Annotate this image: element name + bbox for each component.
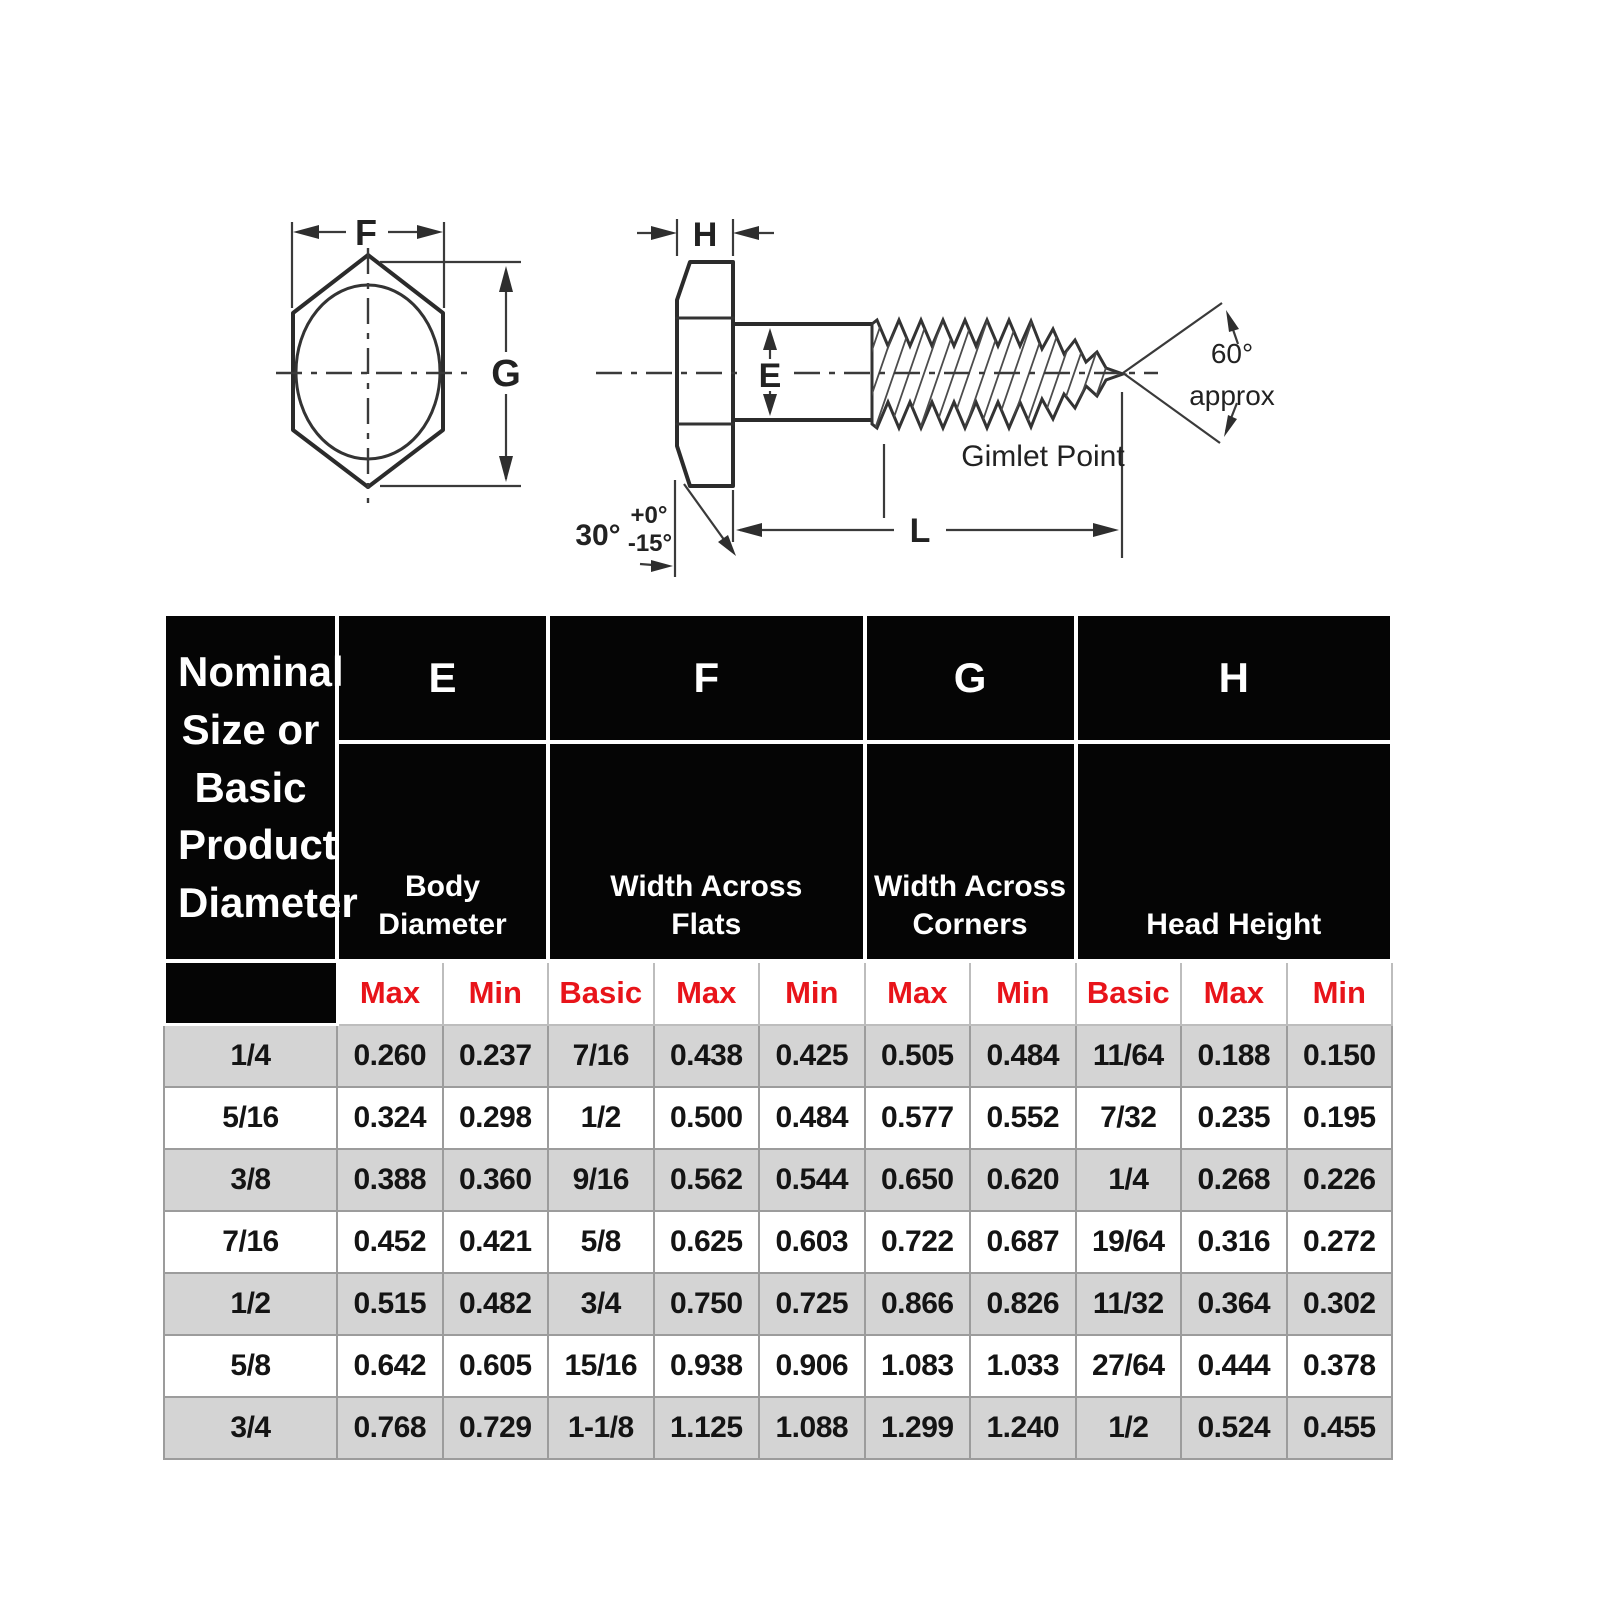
sub-header: Min [759, 961, 865, 1025]
value-cell: 0.500 [654, 1087, 760, 1149]
value-cell: 0.425 [759, 1025, 865, 1088]
value-cell: 0.421 [443, 1211, 549, 1273]
label-30deg-minus: -15° [627, 530, 673, 557]
value-cell: 1.125 [654, 1397, 760, 1459]
dimension-table [162, 612, 1394, 1460]
value-cell: 0.524 [1181, 1397, 1287, 1459]
sub-header: Basic [1076, 961, 1182, 1025]
value-cell: 0.768 [337, 1397, 443, 1459]
sub-header: Min [443, 961, 549, 1025]
value-cell: 0.577 [865, 1087, 971, 1149]
value-cell: 27/64 [1076, 1335, 1182, 1397]
sub-header: Max [1181, 961, 1287, 1025]
value-cell: 3/4 [548, 1273, 654, 1335]
value-cell: 0.298 [443, 1087, 549, 1149]
sub-header: Max [337, 961, 443, 1025]
group-name-label: Head Height [1146, 907, 1322, 941]
label-f: F [355, 212, 377, 253]
value-cell: 0.482 [443, 1273, 549, 1335]
value-cell: 0.725 [759, 1273, 865, 1335]
value-cell: 0.826 [970, 1273, 1076, 1335]
value-cell: 0.378 [1287, 1335, 1393, 1397]
dim-h [637, 216, 774, 256]
value-cell: 15/16 [548, 1335, 654, 1397]
value-cell: 0.866 [865, 1273, 971, 1335]
corner-spacer [164, 961, 337, 1025]
label-30deg-plus: +0° [630, 502, 668, 529]
value-cell: 0.505 [865, 1025, 971, 1088]
bolt-side-view [575, 216, 1275, 577]
value-cell: 0.316 [1181, 1211, 1287, 1273]
value-cell: 0.272 [1287, 1211, 1393, 1273]
value-cell: 0.484 [759, 1087, 865, 1149]
table-row [164, 1087, 1392, 1149]
dimension-table-wrap [162, 612, 1394, 1460]
row-size-cell: 3/4 [164, 1397, 337, 1459]
value-cell: 1.240 [970, 1397, 1076, 1459]
value-cell: 0.324 [337, 1087, 443, 1149]
value-cell: 0.455 [1287, 1397, 1393, 1459]
value-cell: 0.444 [1181, 1335, 1287, 1397]
value-cell: 1/2 [1076, 1397, 1182, 1459]
hex-head-front-view [276, 212, 521, 503]
value-cell: 19/64 [1076, 1211, 1182, 1273]
value-cell: 1.299 [865, 1397, 971, 1459]
value-cell: 0.452 [337, 1211, 443, 1273]
callout-30deg [575, 480, 736, 577]
group-header-e: E [337, 614, 548, 742]
group-name-head-height [1076, 742, 1393, 961]
value-cell: 0.260 [337, 1025, 443, 1088]
row-size-cell: 7/16 [164, 1211, 337, 1273]
value-cell: 0.625 [654, 1211, 760, 1273]
value-cell: 0.650 [865, 1149, 971, 1211]
table-row [164, 1335, 1392, 1397]
value-cell: 11/64 [1076, 1025, 1182, 1088]
sub-header: Min [970, 961, 1076, 1025]
value-cell: 0.364 [1181, 1273, 1287, 1335]
value-cell: 0.188 [1181, 1025, 1287, 1088]
value-cell: 1-1/8 [548, 1397, 654, 1459]
value-cell: 0.150 [1287, 1025, 1393, 1088]
value-cell: 0.605 [443, 1335, 549, 1397]
value-cell: 0.722 [865, 1211, 971, 1273]
sub-header: Min [1287, 961, 1393, 1025]
value-cell: 1.088 [759, 1397, 865, 1459]
dim-l [733, 392, 1122, 558]
sub-header: Max [865, 961, 971, 1025]
value-cell: 0.544 [759, 1149, 865, 1211]
value-cell: 0.302 [1287, 1273, 1393, 1335]
value-cell: 0.750 [654, 1273, 760, 1335]
table-row [164, 1211, 1392, 1273]
label-gimlet-point: Gimlet Point [961, 440, 1125, 473]
value-cell: 0.195 [1287, 1087, 1393, 1149]
value-cell: 0.515 [337, 1273, 443, 1335]
group-name-label: Width Across Flats [610, 870, 803, 941]
sub-header-row [164, 961, 1392, 1025]
table-row [164, 1149, 1392, 1211]
group-name-body-diameter [337, 742, 548, 961]
value-cell: 0.226 [1287, 1149, 1393, 1211]
label-30deg: 30° [575, 519, 621, 552]
value-cell: 1.083 [865, 1335, 971, 1397]
group-name-label: Body Diameter [378, 870, 507, 941]
group-name-width-across-flats [548, 742, 865, 961]
value-cell: 1.033 [970, 1335, 1076, 1397]
label-60deg-approx: approx [1189, 380, 1275, 411]
value-cell: 0.552 [970, 1087, 1076, 1149]
value-cell: 0.603 [759, 1211, 865, 1273]
row-size-cell: 1/4 [164, 1025, 337, 1088]
group-header-f: F [548, 614, 865, 742]
label-60deg: 60° [1210, 338, 1254, 369]
value-cell: 0.562 [654, 1149, 760, 1211]
value-cell: 0.438 [654, 1025, 760, 1088]
value-cell: 0.388 [337, 1149, 443, 1211]
label-h: H [692, 216, 718, 254]
row-size-cell: 1/2 [164, 1273, 337, 1335]
value-cell: 5/8 [548, 1211, 654, 1273]
value-cell: 0.360 [443, 1149, 549, 1211]
table-row [164, 1273, 1392, 1335]
value-cell: 7/16 [548, 1025, 654, 1088]
value-cell: 0.484 [970, 1025, 1076, 1088]
label-l: L [909, 512, 931, 550]
value-cell: 0.938 [654, 1335, 760, 1397]
corner-header: Nominal Size or Basic Product Diameter [164, 614, 337, 961]
sub-header: Basic [548, 961, 654, 1025]
row-size-cell: 3/8 [164, 1149, 337, 1211]
value-cell: 7/32 [1076, 1087, 1182, 1149]
group-name-label: Width Across Corners [874, 870, 1067, 941]
value-cell: 0.235 [1181, 1087, 1287, 1149]
value-cell: 0.620 [970, 1149, 1076, 1211]
row-size-cell: 5/16 [164, 1087, 337, 1149]
value-cell: 0.906 [759, 1335, 865, 1397]
value-cell: 0.729 [443, 1397, 549, 1459]
value-cell: 1/4 [1076, 1149, 1182, 1211]
table-row [164, 1397, 1392, 1459]
table-body [164, 1025, 1392, 1460]
group-header-h: H [1076, 614, 1393, 742]
value-cell: 11/32 [1076, 1273, 1182, 1335]
value-cell: 0.237 [443, 1025, 549, 1088]
group-header-g: G [865, 614, 1076, 742]
sub-header: Max [654, 961, 760, 1025]
value-cell: 9/16 [548, 1149, 654, 1211]
label-g: G [491, 353, 521, 395]
bolt-technical-drawing [0, 0, 1600, 608]
label-e: E [758, 357, 782, 395]
group-name-width-across-corners [865, 742, 1076, 961]
value-cell: 0.268 [1181, 1149, 1287, 1211]
value-cell: 1/2 [548, 1087, 654, 1149]
group-letter-row [164, 614, 1392, 742]
table-row [164, 1025, 1392, 1088]
value-cell: 0.642 [337, 1335, 443, 1397]
dim-e [759, 328, 782, 416]
value-cell: 0.687 [970, 1211, 1076, 1273]
row-size-cell: 5/8 [164, 1335, 337, 1397]
